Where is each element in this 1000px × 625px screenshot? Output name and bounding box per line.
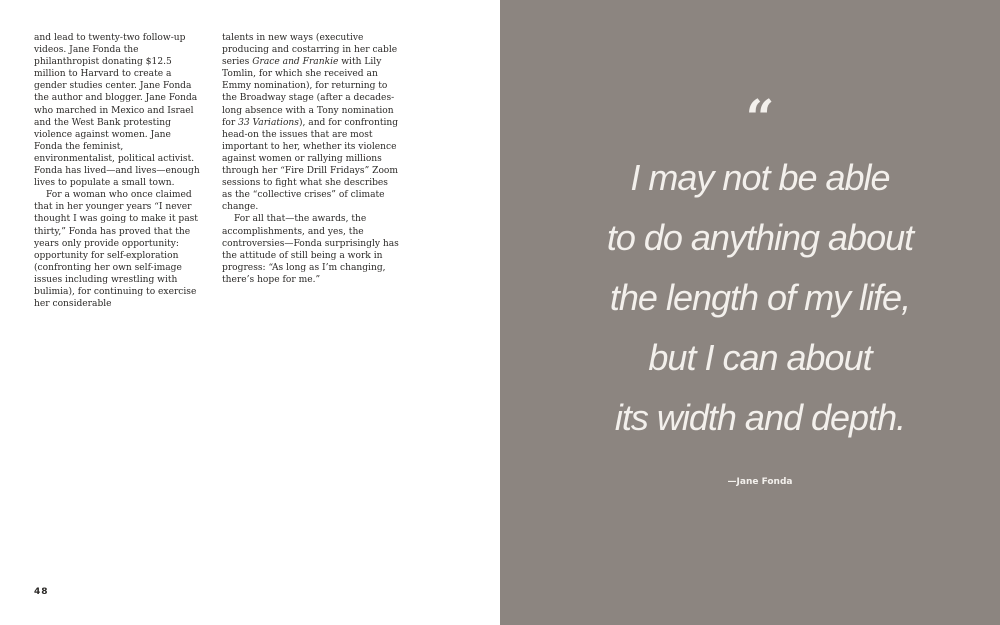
text-column-2 [222, 32, 400, 286]
quote-line: but I can about [648, 337, 872, 378]
body-paragraph: For all that—the awards, the accomplishments, and yes, the controversies—Fonda surprisingly has the attitude of still being a work in progress: “As long as I’m changing, there’s hope for me.” [222, 214, 399, 285]
body-paragraph: For a woman who once claimed that in her younger years “I never thought I was going to make it past thirty,” Fonda has proved that the years only provide opportunity: opportunity for self-exploration (confronting her own self-image issues including wrestling with bulimia), for continuing to exercise her considerable [34, 190, 198, 310]
body-paragraph: and lead to twenty-two follow-up videos. Jane Fonda the philanthropist donating $12.5 million to Harvard to create a gender studies center. Jane Fonda the author and blogger. Jane Fonda who marched in Mexico and Israel and the West Bank protesting violence against women. Jane Fonda the feminist, environmentalist, political activist. Fonda has lived—and lives—enough lives to populate a small town. [34, 33, 200, 189]
body-text: talents in new ways (executive producing and costarring in her cable series [222, 33, 398, 68]
play-title: 33 Variations [238, 117, 299, 128]
quote-mark-icon: “ [745, 88, 775, 147]
show-title: Grace and Frankie [252, 57, 339, 68]
quote-line: the length of my life, [609, 277, 911, 318]
page-number: 48 [34, 587, 49, 597]
text-column-1 [34, 32, 202, 310]
pull-quote [500, 148, 1000, 448]
quote-attribution: —Jane Fonda [727, 477, 793, 487]
quote-line: to do anything about [606, 217, 914, 258]
body-text: ), and for confronting head-on the issues that are most important to her, whether its violence against women or rallying millions through her “Fire Drill Fridays” Zoom sessions to fight what she describes as the “collective crises” of climate change. [222, 117, 399, 213]
body-text: with Lily Tomlin, for which she received an Emmy nomination), for returning to the Broadway stage (after a decades-long absence with a Tony nomination for [222, 57, 395, 128]
quote-line: I may not be able [630, 157, 890, 198]
right-page-quote-panel [500, 0, 1000, 625]
body-paragraph [222, 32, 400, 213]
quote-line: its width and depth. [614, 397, 906, 438]
